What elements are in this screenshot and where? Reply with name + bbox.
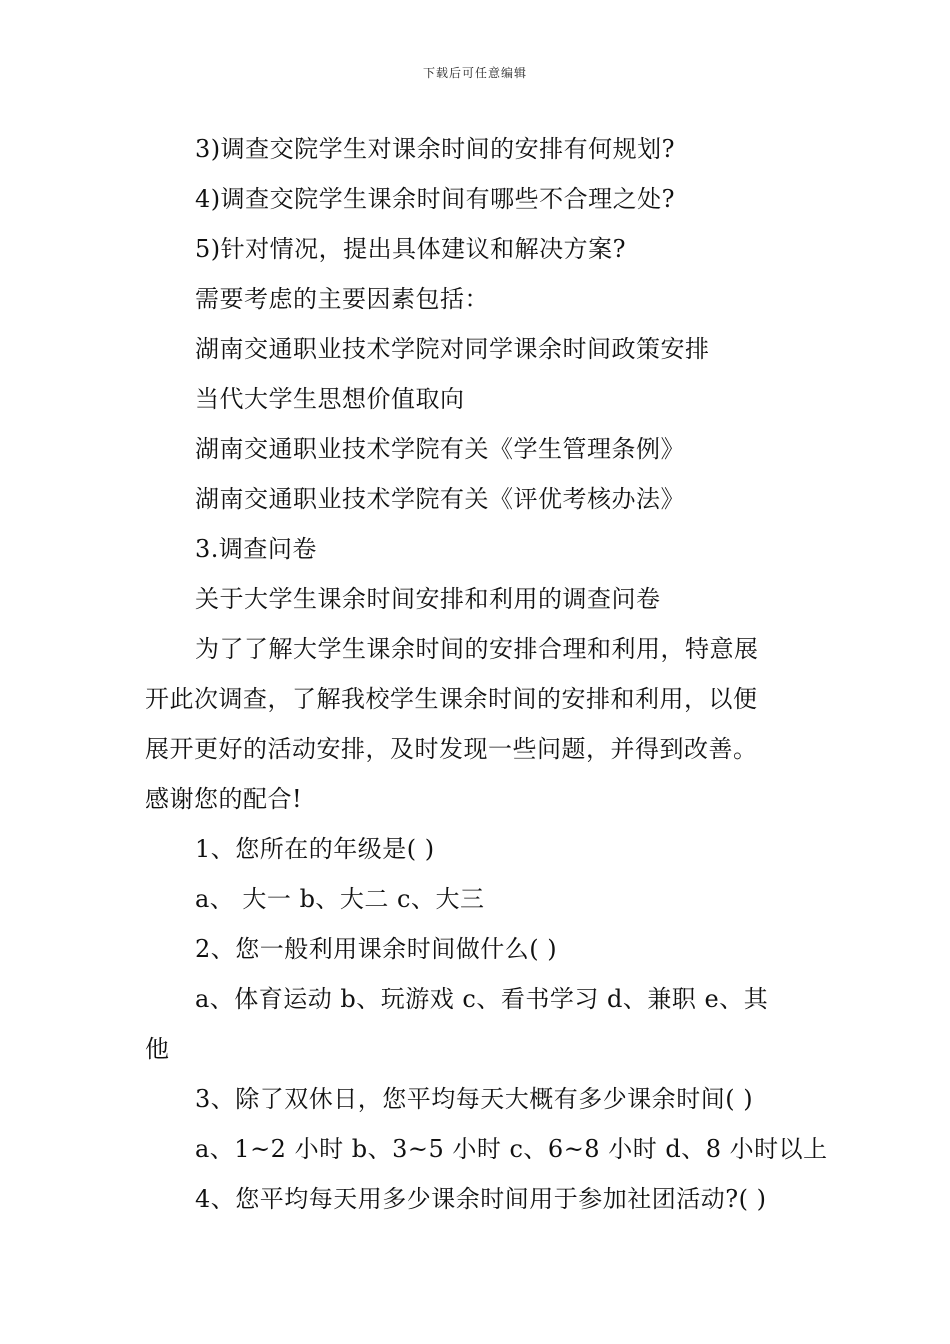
document-body <box>145 124 828 1224</box>
text-line: 湖南交通职业技术学院有关《学生管理条例》 <box>195 435 685 463</box>
section-heading: 3.调查问卷 <box>195 535 317 563</box>
text-line: 4)调查交院学生课余时间有哪些不合理之处? <box>195 185 675 213</box>
question-3-options: a、1~2 小时 b、3~5 小时 c、6~8 小时 d、8 小时以上 <box>195 1135 828 1163</box>
question-2-options: a、体育运动 b、玩游戏 c、看书学习 d、兼职 e、其 <box>195 985 769 1013</box>
text-line: 需要考虑的主要因素包括： <box>195 285 489 313</box>
text-line: 5)针对情况，提出具体建议和解决方案? <box>195 235 626 263</box>
page-header-note: 下载后可任意编辑 <box>422 66 527 80</box>
questionnaire-title: 关于大学生课余时间安排和利用的调查问卷 <box>195 585 661 613</box>
question-2: 2、您一般利用课余时间做什么( ) <box>195 935 558 963</box>
intro-paragraph-line: 感谢您的配合! <box>145 785 303 813</box>
intro-paragraph-line: 为了了解大学生课余时间的安排合理和利用，特意展 <box>195 635 759 663</box>
text-line: 湖南交通职业技术学院对同学课余时间政策安排 <box>195 335 710 363</box>
text-line: 当代大学生思想价值取向 <box>195 385 465 413</box>
text-line: 湖南交通职业技术学院有关《评优考核办法》 <box>195 485 685 513</box>
intro-paragraph-line: 展开更好的活动安排，及时发现一些问题，并得到改善。 <box>145 735 758 763</box>
question-1-options: a、 大一 b、大二 c、大三 <box>195 885 485 913</box>
text-line: 3)调查交院学生对课余时间的安排有何规划? <box>195 135 675 163</box>
intro-paragraph-line: 开此次调查，了解我校学生课余时间的安排和利用，以便 <box>145 685 758 713</box>
question-1: 1、您所在的年级是( ) <box>195 835 435 863</box>
question-4: 4、您平均每天用多少课余时间用于参加社团活动?( ) <box>195 1185 767 1213</box>
question-2-options-continued: 他 <box>145 1035 170 1063</box>
question-3: 3、除了双休日，您平均每天大概有多少课余时间( ) <box>195 1085 754 1113</box>
